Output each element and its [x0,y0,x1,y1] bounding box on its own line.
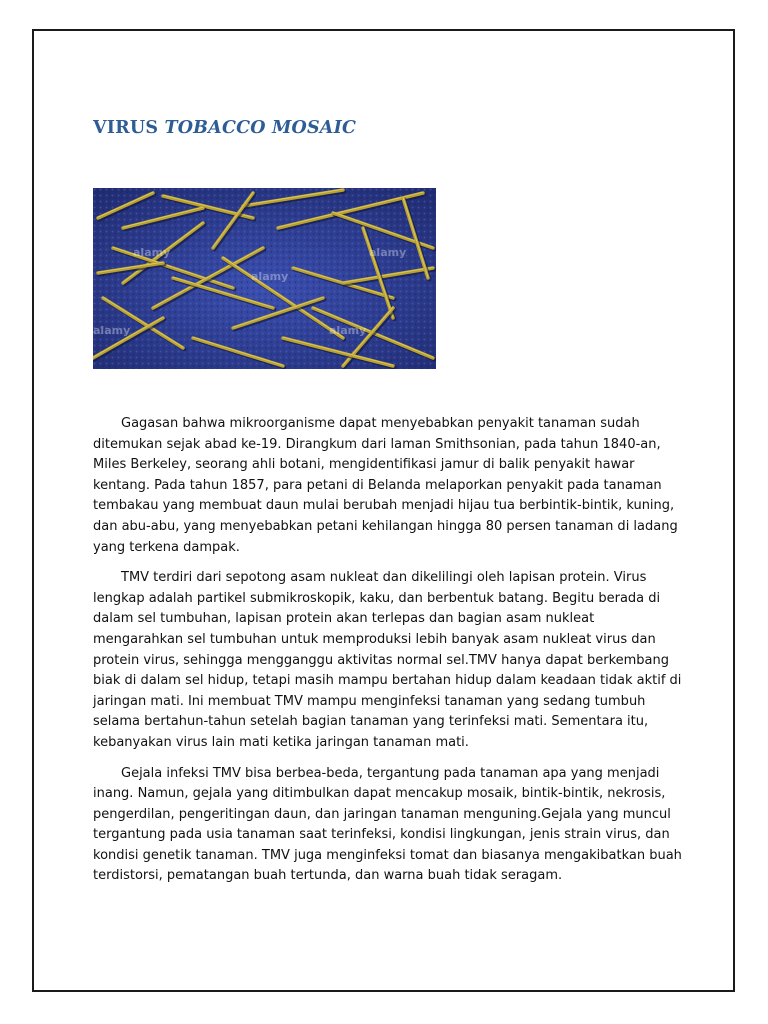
title-italic: TOBACCO MOSAIC [164,118,357,138]
watermark-text: alamy [133,246,171,259]
paragraph: Gejala infeksi TMV bisa berbea-beda, tergantung pada tanaman apa yang menjadi inang. Namun, gejala yang ditimbulkan dapat mencakup mosaik, bintik-bintik, nekrosis, pengerdilan, pengeritingan daun, dan jaringan tanaman menguning.Gejala yang muncul tergantung pada usia tanaman saat terinfeksi, kondisi lingkungan, jenis strain virus, dan kondisi genetik tanaman. TMV juga menginfeksi tomat dan biasanya mengakibatkan buah terdistorsi, pematangan buah tertunda, dan warna buah tidak seragam. [93,765,682,884]
watermark-text: alamy [369,246,407,259]
document-title [93,118,356,138]
micrograph-svg [93,188,436,369]
paragraph: TMV terdiri dari sepotong asam nukleat dan dikelilingi oleh lapisan protein. Virus lengkap adalah partikel submikroskopik, kaku, dan berbentuk batang. Begitu berada di dalam sel tumbuhan, lapisan protein akan terlepas dan bagian asam nukleat mengarahkan sel tumbuhan untuk memproduksi lebih banyak asam nukleat virus dan protein virus, sehingga mengganggu aktivitas normal sel.TMV hanya dapat berkembang biak di dalam sel hidup, tetapi masih mampu bertahan hidup dalam keadaan tidak aktif di jaringan mati. Ini membuat TMV mampu menginfeksi tanaman yang sedang tumbuh selama bertahun-tahun setelah bagian tanaman yang terinfeksi mati. Sementara itu, kebanyakan virus lain mati ketika jaringan tanaman mati. [93,570,682,750]
tmv-micrograph-image [93,188,436,369]
watermark-text: alamy [93,324,131,337]
article-body [93,414,683,897]
watermark-text: alamy [329,324,367,337]
paragraph: Gagasan bahwa mikroorganisme dapat menyebabkan penyakit tanaman sudah ditemukan sejak abad ke-19. Dirangkum dari laman Smithsonian, pada tahun 1840-an, Miles Berkeley, seorang ahli botani, mengidentifikasi jamur di balik penyakit hawar kentang. Pada tahun 1857, para petani di Belanda melaporkan penyakit pada tanaman tembakau yang membuat daun mulai berubah menjadi hijau tua berbintik-bintik, kuning, dan abu-abu, yang menyebabkan petani kehilangan hingga 80 persen tanaman di ladang yang terkena dampak. [93,416,678,555]
title-prefix: VIRUS [93,118,159,138]
watermark-text: alamy [251,270,289,283]
